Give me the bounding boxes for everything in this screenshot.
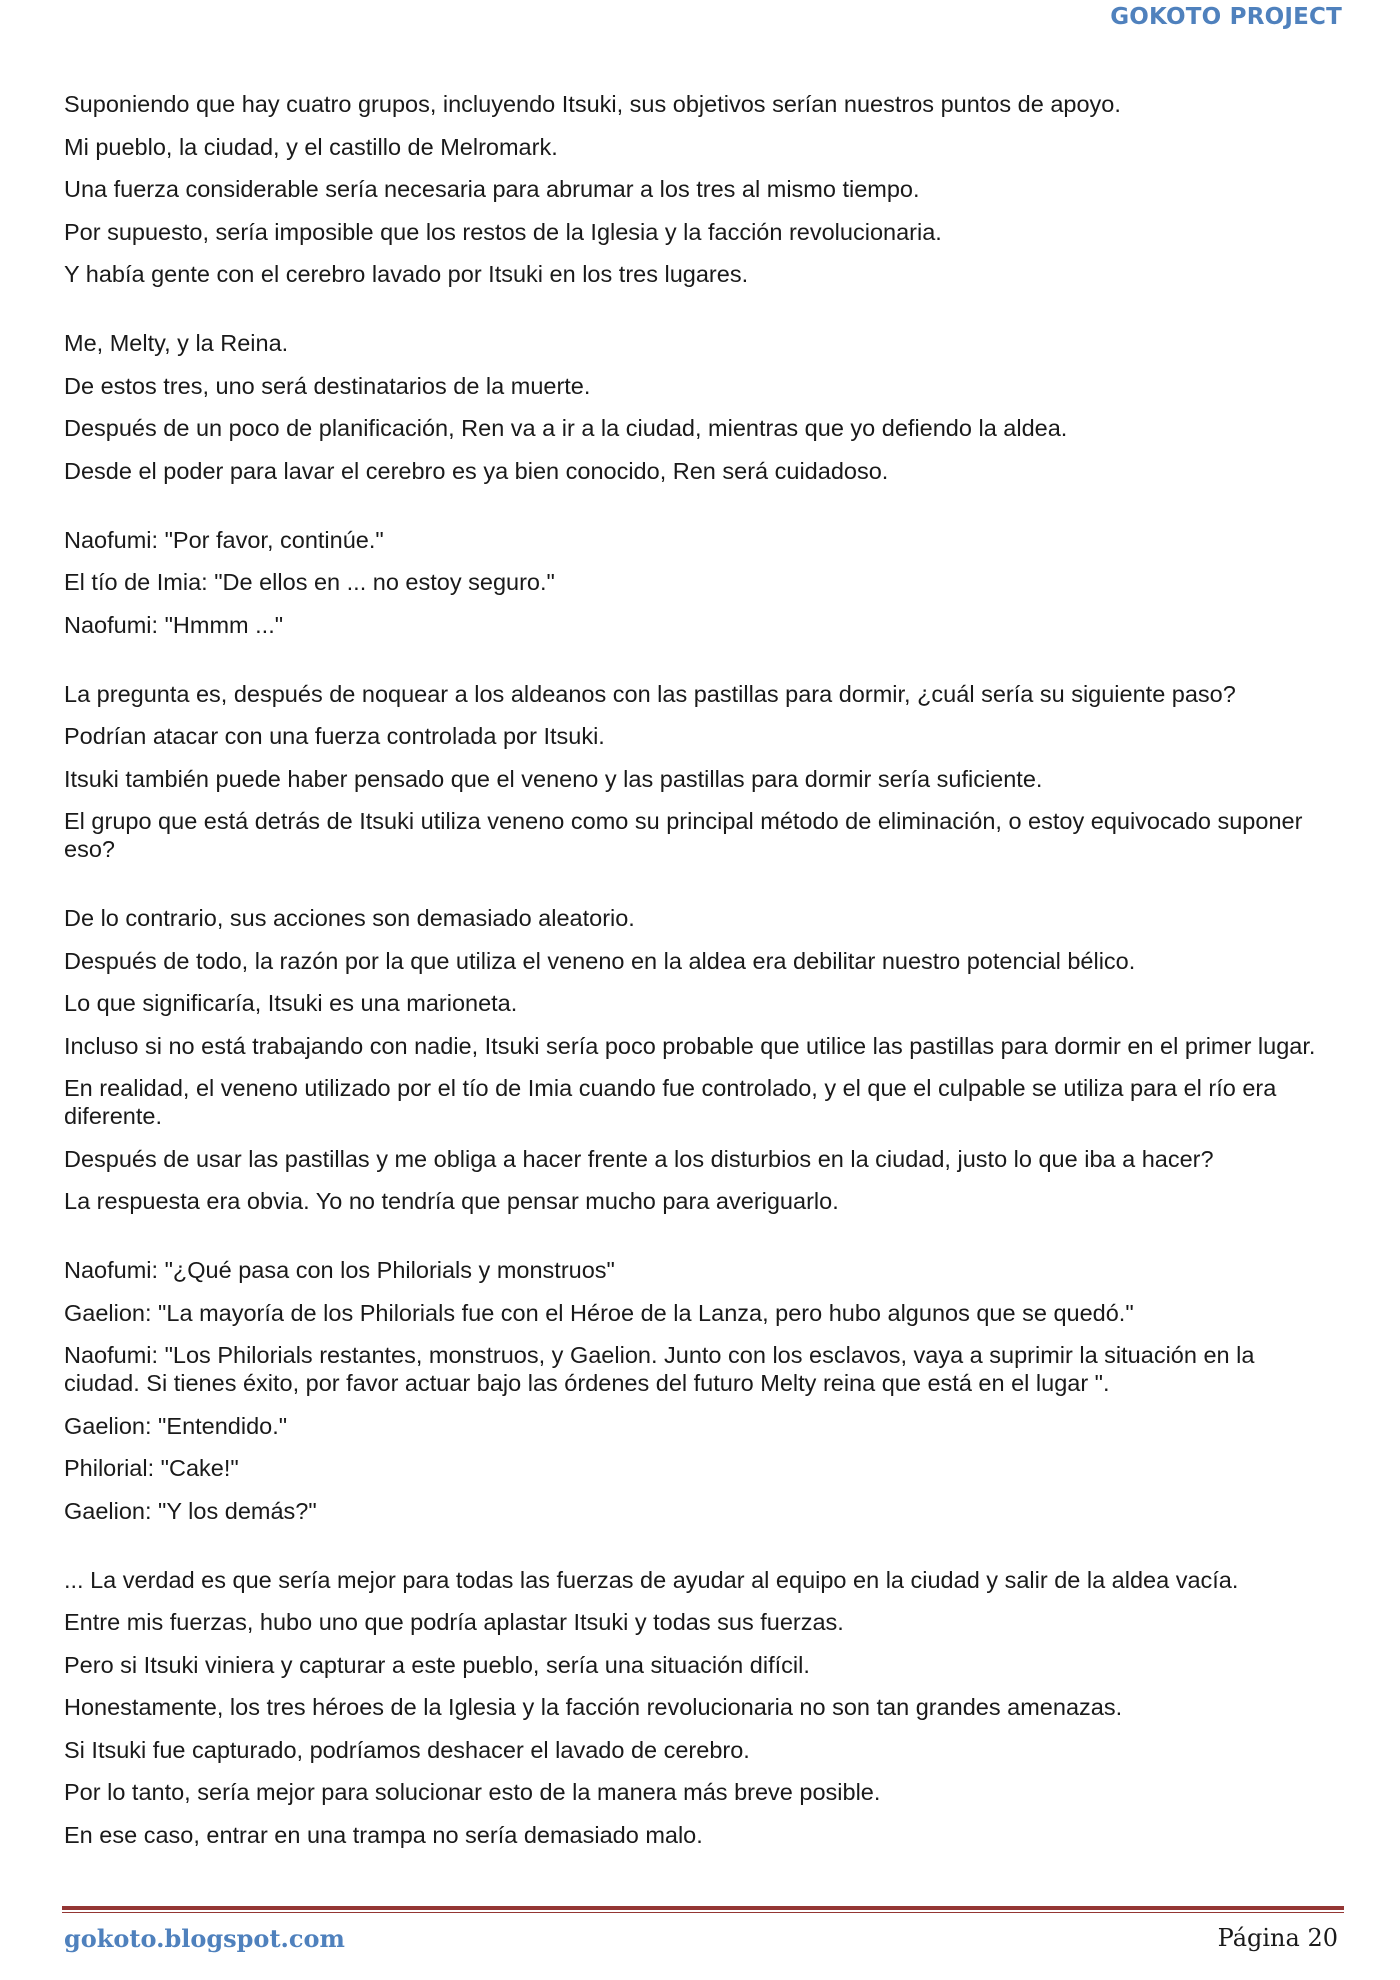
paragraph: De estos tres, uno será destinatarios de la muerte.	[64, 372, 591, 399]
paragraph: Desde el poder para lavar el cerebro es ya bien conocido, Ren será cuidadoso.	[64, 457, 889, 484]
paragraph: Después de usar las pastillas y me obliga a hacer frente a los disturbios en la ciudad, justo lo que iba a hacer?	[64, 1145, 1214, 1172]
paragraph: Mi pueblo, la ciudad, y el castillo de Melromark.	[64, 133, 558, 160]
paragraph: El tío de Imia: "De ellos en ... no estoy seguro."	[64, 569, 555, 595]
paragraph: Si Itsuki fue capturado, podríamos deshacer el lavado de cerebro.	[64, 1736, 750, 1763]
paragraph: Pero si Itsuki viniera y capturar a este pueblo, sería una situación difícil.	[64, 1651, 810, 1678]
paragraph: La pregunta es, después de noquear a los aldeanos con las pastillas para dormir, ¿cuál sería su siguiente paso?	[64, 680, 1236, 707]
paragraph: Philorial: "Cake!"	[64, 1455, 239, 1481]
paragraph: Suponiendo que hay cuatro grupos, incluyendo Itsuki, sus objetivos serían nuestros puntos de apoyo.	[64, 91, 1121, 117]
paragraph: Y había gente con el cerebro lavado por Itsuki en los tres lugares.	[64, 261, 749, 287]
paragraph: Una fuerza considerable sería necesaria para abrumar a los tres al mismo tiempo.	[64, 176, 920, 202]
paragraph: Lo que significaría, Itsuki es una marioneta.	[64, 990, 518, 1016]
paragraph: Naofumi: "Por favor, continúe."	[64, 526, 384, 553]
footer-site-link[interactable]: gokoto.blogspot.com	[64, 1924, 345, 1953]
paragraph: Podrían atacar con una fuerza controlada por Itsuki.	[64, 723, 605, 749]
paragraph: Me, Melty, y la Reina.	[64, 330, 289, 356]
paragraph: ... La verdad es que sería mejor para todas las fuerzas de ayudar al equipo en la ciudad y salir de la aldea vacía.	[64, 1566, 1239, 1593]
footer-divider-thick	[62, 1906, 1344, 1910]
paragraph: Después de un poco de planificación, Ren va a ir a la ciudad, mientras que yo defiendo la aldea.	[64, 415, 1068, 441]
paragraph: El grupo que está detrás de Itsuki utiliza veneno como su principal método de eliminación, o estoy equivocado suponer eso?	[64, 808, 1303, 862]
paragraph: La respuesta era obvia. Yo no tendría que pensar mucho para averiguarlo.	[64, 1188, 839, 1214]
paragraph: De lo contrario, sus acciones son demasiado aleatorio.	[64, 905, 635, 931]
paragraph: Después de todo, la razón por la que utiliza el veneno en la aldea era debilitar nuestro potencial bélico.	[64, 947, 1136, 974]
paragraph: Gaelion: "La mayoría de los Philorials fue con el Héroe de la Lanza, pero hubo algunos que se quedó."	[64, 1299, 1134, 1326]
paragraph: Naofumi: "Los Philorials restantes, monstruos, y Gaelion. Junto con los esclavos, vaya a suprimir la situación en la ciudad. Si tienes éxito, por favor actuar bajo las órdenes del futuro Melty reina que está en el lugar ".	[64, 1342, 1255, 1396]
paragraph: Naofumi: "¿Qué pasa con los Philorials y monstruos"	[64, 1257, 615, 1283]
document-body	[64, 90, 1336, 1863]
paragraph: Honestamente, los tres héroes de la Iglesia y la facción revolucionaria no son tan grandes amenazas.	[64, 1694, 1123, 1720]
paragraph: Entre mis fuerzas, hubo uno que podría aplastar Itsuki y todas sus fuerzas.	[64, 1609, 844, 1635]
paragraph: Gaelion: "Y los demás?"	[64, 1497, 317, 1524]
paragraph: Gaelion: "Entendido."	[64, 1412, 288, 1439]
paragraph: Por supuesto, sería imposible que los restos de la Iglesia y la facción revolucionaria.	[64, 218, 942, 245]
document-header-title: GOKOTO PROJECT	[1110, 4, 1342, 30]
paragraph: Naofumi: "Hmmm ..."	[64, 611, 284, 638]
paragraph: En realidad, el veneno utilizado por el tío de Imia cuando fue controlado, y el que el culpable se utiliza para el río era diferente.	[64, 1075, 1277, 1129]
paragraph: Por lo tanto, sería mejor para solucionar esto de la manera más breve posible.	[64, 1779, 881, 1805]
paragraph: En ese caso, entrar en una trampa no sería demasiado malo.	[64, 1821, 703, 1848]
paragraph: Incluso si no está trabajando con nadie, Itsuki sería poco probable que utilice las pastillas para dormir en el primer lugar.	[64, 1032, 1316, 1059]
footer-page-number: Página 20	[1217, 1924, 1338, 1952]
footer-divider-thin	[62, 1912, 1344, 1913]
paragraph: Itsuki también puede haber pensado que el veneno y las pastillas para dormir sería suficiente.	[64, 765, 1043, 792]
